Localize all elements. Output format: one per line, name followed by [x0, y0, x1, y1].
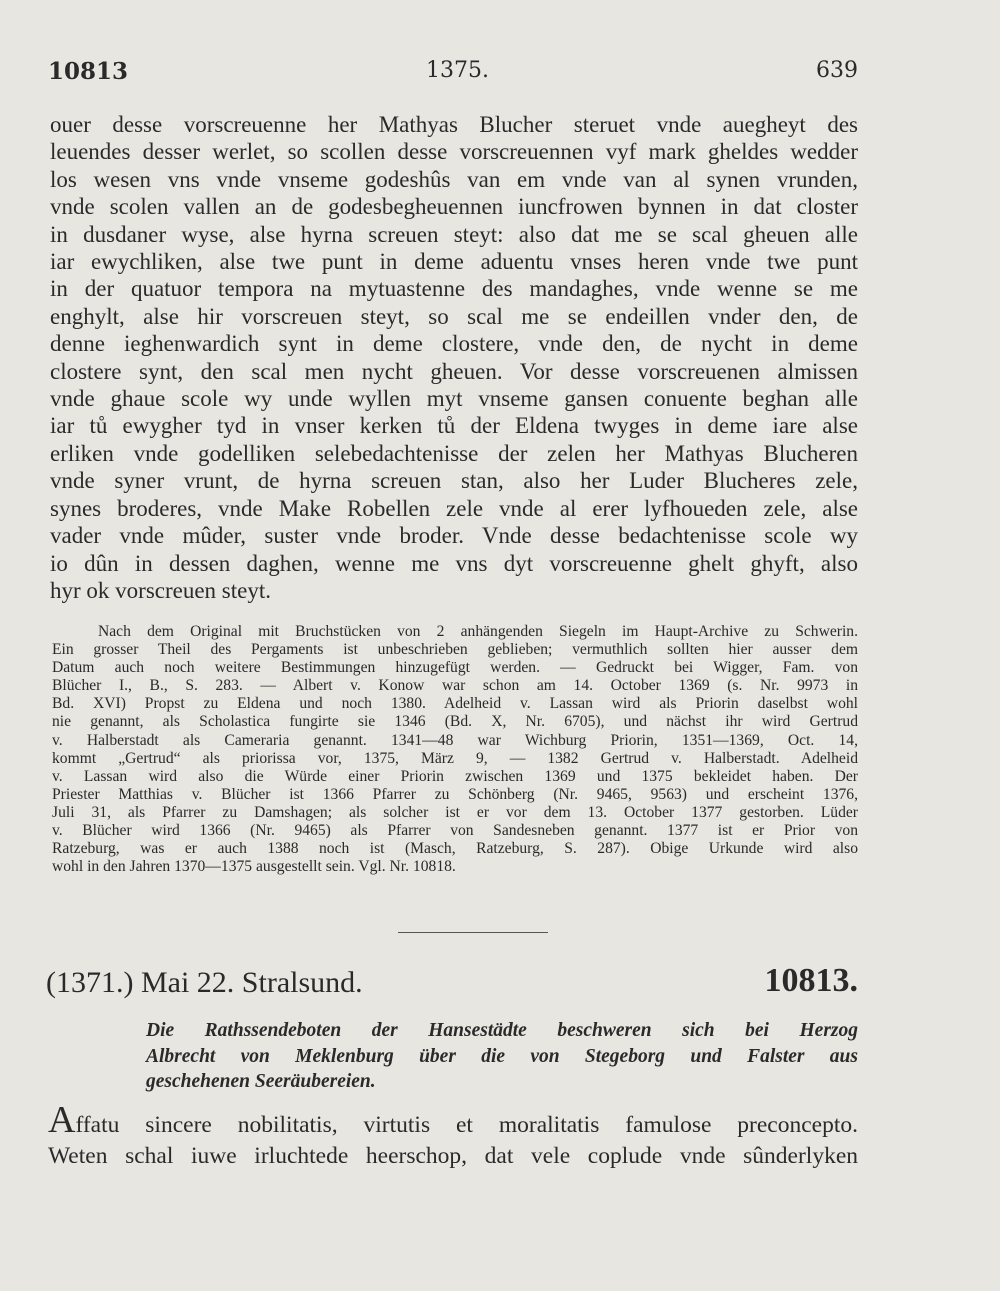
text-line: hyr ok vorscreuen steyt.: [50, 577, 271, 603]
text-line: in dusdaner wyse, alse hyrna screuen steyt: also dat me se scal gheuen alle: [50, 221, 858, 247]
section-divider: [398, 932, 548, 933]
text-line: denne ieghenwardich synt in deme clostere, vnde den, de nycht in deme: [50, 331, 858, 357]
text-line: iar ewychliken, alse twe punt in deme aduentu vnses heren vnde twe punt: [50, 249, 858, 275]
note-line: Ein grosser Theil des Pergaments ist unbeschrieben geblieben; vermuthlich sollten hier ausser dem: [52, 641, 858, 659]
text-line: iar tů ewygher tyd in vnser kerken tů der Eldena twyges in deme iare alse: [50, 413, 858, 439]
entry-date-place: (1371.) Mai 22. Stralsund.: [46, 966, 363, 999]
note-line: Priester Matthias v. Blücher ist 1366 Pfarrer zu Schönberg (Nr. 9465, 9563) und erscheint 1376,: [52, 785, 858, 803]
text-line: [48, 1099, 858, 1141]
initial-letter: A: [48, 1099, 76, 1141]
note-line: Ratzeburg, was er auch 1388 noch ist (Masch, Ratzeburg, S. 287). Obige Urkunde wird also: [52, 840, 858, 858]
note-line: v. Halberstadt als Cameraria genannt. 1341—48 war Wichburg Priorin, 1351—1369, Oct. 14,: [52, 731, 858, 749]
text-line: synes broderes, vnde Make Robellen zele vnde al erer lyfhoueden zele, alse: [50, 495, 858, 521]
entry-heading: [46, 962, 858, 1006]
page-header: [48, 58, 858, 88]
note-line: Datum auch noch weitere Bestimmungen hinzugefügt werden. — Gedruckt bei Wigger, Fam. von: [52, 659, 858, 677]
entry-summary: [146, 1018, 858, 1095]
text-line: los wesen vns vnde vnseme godeshûs van em vnde van al synen vrunden,: [50, 166, 858, 192]
text-line: Weten schal iuwe irluchtede heerschop, dat vele coplude vnde sûnderlyken: [48, 1143, 858, 1169]
text-line: vnde scolen vallen an de godesbegheuennen iuncfrowen bynnen in dat closter: [50, 194, 858, 220]
note-line: kommt „Gertrud“ als priorissa vor, 1375, März 9, — 1382 Gertrud v. Halberstadt. Adelheid: [52, 749, 858, 767]
note-line: Blücher I., B., S. 283. — Albert v. Konow war schon am 14. October 1369 (s. Nr. 9973 in: [52, 677, 858, 695]
note-line: v. Lassan wird also die Würde einer Priorin zwischen 1369 und 1375 bekleidet haben. Der: [52, 767, 858, 785]
text-line: clostere synt, den scal men nycht gheuen. Vor desse vorscreuenen almissen: [50, 358, 858, 384]
charter-text-continuation: [50, 111, 858, 604]
summary-line: geschehenen Seeräubereien.: [146, 1071, 376, 1092]
note-line: Bd. XVI) Propst zu Eldena und noch 1380. Adelheid v. Lassan wird als Priorin daselbst wohl: [52, 695, 858, 713]
summary-line: Albrecht von Meklenburg über die von Stegeborg und Falster aus: [146, 1045, 858, 1067]
summary-line: Die Rathssendeboten der Hansestädte beschweren sich bei Herzog: [146, 1020, 858, 1041]
entry-number: 10813.: [764, 962, 858, 999]
running-document-number: 10813: [48, 58, 129, 85]
text-line: vnde syner vrunt, de hyrna screuen stan, also her Luder Blucheres zele,: [50, 468, 858, 494]
text-line: io dûn in dessen daghen, wenne me vns dyt vorscreuenne ghelt ghyft, also: [50, 550, 858, 576]
editorial-notes: [52, 623, 858, 876]
text-line: vnde ghaue scole wy unde wyllen myt vnseme gansen conuente beghan alle: [50, 386, 858, 412]
text-line: leuendes desser werlet, so scollen desse vorscreuennen vyf mark gheldes wedder: [50, 139, 858, 165]
text-line: enghylt, alse hir vorscreuen steyt, so scal me se endeillen vnder den, de: [50, 303, 858, 329]
text-line: vader vnde mûder, suster vnde broder. Vnde desse bedachtenisse scole wy: [50, 523, 858, 549]
text-line-rest: ffatu sincere nobilitatis, virtutis et moralitatis famulose preconcepto.: [75, 1112, 858, 1138]
text-line: erliken vnde godelliken selebedachtenisse der zelen her Mathyas Blucheren: [50, 440, 858, 466]
text-line: in der quatuor tempora na mytuastenne des mandaghes, vnde wenne se me: [50, 276, 858, 302]
note-line: Nach dem Original mit Bruchstücken von 2 anhängenden Siegeln im Haupt-Archive zu Schwerin.: [98, 623, 858, 640]
note-line: wohl in den Jahren 1370—1375 ausgestellt sein. Vgl. Nr. 10818.: [52, 858, 456, 876]
page-number: 639: [816, 58, 858, 83]
charter-text-start: [48, 1099, 858, 1172]
running-year: 1375.: [426, 58, 489, 83]
note-line: nie genannt, als Scholastica fungirte sie 1346 (Bd. X, Nr. 6705), und nächst ihr wird Gertrud: [52, 713, 858, 731]
text-line: ouer desse vorscreuenne her Mathyas Blucher steruet vnde auegheyt des: [50, 112, 858, 137]
note-line: Juli 31, als Pfarrer zu Damshagen; als solcher ist er vor dem 13. October 1377 gestorben. Lüder: [52, 803, 858, 821]
note-line: v. Blücher wird 1366 (Nr. 9465) als Pfarrer von Sandesneben genannt. 1377 ist er Prior von: [52, 822, 858, 840]
